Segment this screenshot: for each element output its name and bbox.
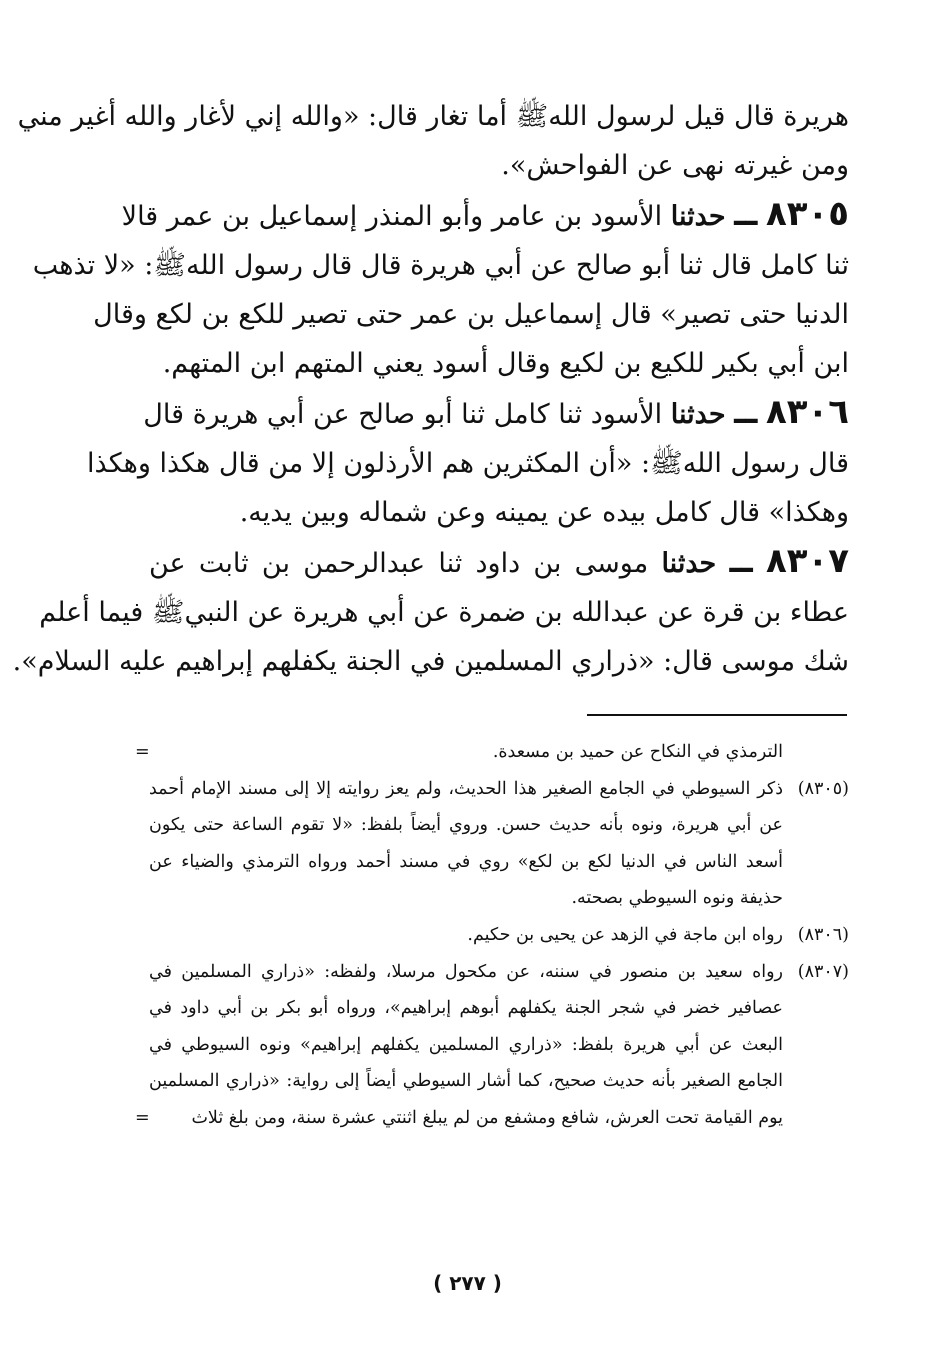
text-line: ومن غيرته نهى عن الفواحش». <box>501 150 849 181</box>
page-number: ( ٢٧٧ ) <box>433 1271 502 1295</box>
footnote-last-line <box>135 1100 849 1137</box>
footnote-ref: (٨٣٠٧) <box>797 961 849 982</box>
footnote-continuation <box>135 734 849 771</box>
text-line: شك موسى قال: «ذراري المسلمين في الجنة يكفلهم إبراهيم عليه السلام». <box>12 646 849 677</box>
footnote-8305 <box>149 771 849 808</box>
text-line: ثنا كامل قال ثنا أبو صالح عن أبي هريرة قال قال رسول اللهﷺ: «لا تذهب <box>32 250 849 281</box>
text-line: الأسود ثنا كامل ثنا أبو صالح عن أبي هريرة قال <box>143 399 663 430</box>
main-text <box>12 92 849 686</box>
footnote-8306 <box>149 917 849 954</box>
text-line: الدنيا حتى تصير» قال إسماعيل بن عمر حتى تصير للكع بن لكع وقال <box>93 299 849 330</box>
text-line: موسى بن داود ثنا عبدالرحمن بن ثابت عن <box>149 548 649 579</box>
hadith-number: ٨٣٠٧ <box>765 541 849 581</box>
hadith-keyword: حدثنا <box>670 399 726 430</box>
hadith-8307-line <box>149 537 849 588</box>
footnotes <box>135 734 849 1137</box>
footnote-8307 <box>149 954 849 991</box>
footnote-ref: (٨٣٠٥) <box>797 778 849 799</box>
text-line: الأسود بن عامر وأبو المنذر إسماعيل بن عمر قالا <box>121 201 663 232</box>
hadith-keyword: حدثنا <box>670 201 726 232</box>
text-line: قال رسول اللهﷺ: «أن المكثرين هم الأرذلون إلا من قال هكذا وهكذا <box>87 448 849 479</box>
hadith-number: ٨٣٠٥ <box>765 194 849 234</box>
text-line: عطاء بن قرة عن عبدالله بن ضمرة عن أبي هريرة عن النبيﷺ فيما أعلم <box>39 597 849 628</box>
continuation-mark: = <box>135 742 150 762</box>
footnote-line: ذكر السيوطي في الجامع الصغير هذا الحديث، ولم يعز روايته إلا إلى مسند الإمام أحمد <box>149 778 783 799</box>
hadith-number: ٨٣٠٦ <box>765 392 849 432</box>
footnote-line: رواه ابن ماجة في الزهد عن يحيى بن حكيم. <box>467 924 783 945</box>
footnote-line: عن أبي هريرة، ونوه بأنه حديث حسن. وروي أيضاً بلفظ: «لا تقوم الساعة حتى يكون <box>149 815 783 836</box>
continuation-text: الترمذي في النكاح عن حميد بن مسعدة. <box>492 742 783 762</box>
text-line: وهكذا» قال كامل بيده عن يمينه وعن شماله وبين يديه. <box>239 497 849 528</box>
footnote-line: عصافير خضر في شجر الجنة يكفلهم أبوهم إبراهيم»، ورواه أبو بكر بن أبي داود في <box>149 998 783 1019</box>
footnote-line: رواه سعيد بن منصور في سننه، عن مكحول مرسلا، ولفظه: «ذراري المسلمين في <box>149 961 783 982</box>
text-line: ابن أبي بكير للكيع بن لكيع وقال أسود يعني المتهم ابن المتهم. <box>162 348 849 379</box>
footnote-line: البعث عن أبي هريرة بلفظ: «ذراري المسلمين يكفلهم إبراهيم» ونوه السيوطي في <box>149 1034 783 1055</box>
hadith-8305-line <box>121 190 849 241</box>
hadith-keyword: حدثنا <box>661 548 717 579</box>
footnote-separator <box>587 714 847 716</box>
footnote-line: يوم القيامة تحت العرش، شافع ومشفع من لم يبلغ اثنتي عشرة سنة، ومن بلغ ثلاث <box>191 1107 783 1128</box>
continuation-mark: = <box>135 1107 150 1128</box>
dash: ــ <box>729 541 753 581</box>
hadith-8306-line <box>143 388 849 439</box>
footnote-ref: (٨٣٠٦) <box>797 924 849 945</box>
text-line: هريرة قال قيل لرسول اللهﷺ أما تغار قال: «والله إني لأغار والله أغير مني <box>17 101 849 132</box>
dash: ــ <box>734 392 758 432</box>
footnote-line: الجامع الصغير بأنه حديث صحيح، كما أشار السيوطي أيضاً إلى رواية: «ذراري المسلمين <box>149 1071 783 1092</box>
dash: ــ <box>734 194 758 234</box>
footnote-line: أسعد الناس في الدنيا لكع بن لكع» روي في مسند أحمد ورواه الترمذي والضياء عن <box>149 851 783 872</box>
footnote-line: حذيفة ونوه السيوطي بصحته. <box>571 888 783 909</box>
